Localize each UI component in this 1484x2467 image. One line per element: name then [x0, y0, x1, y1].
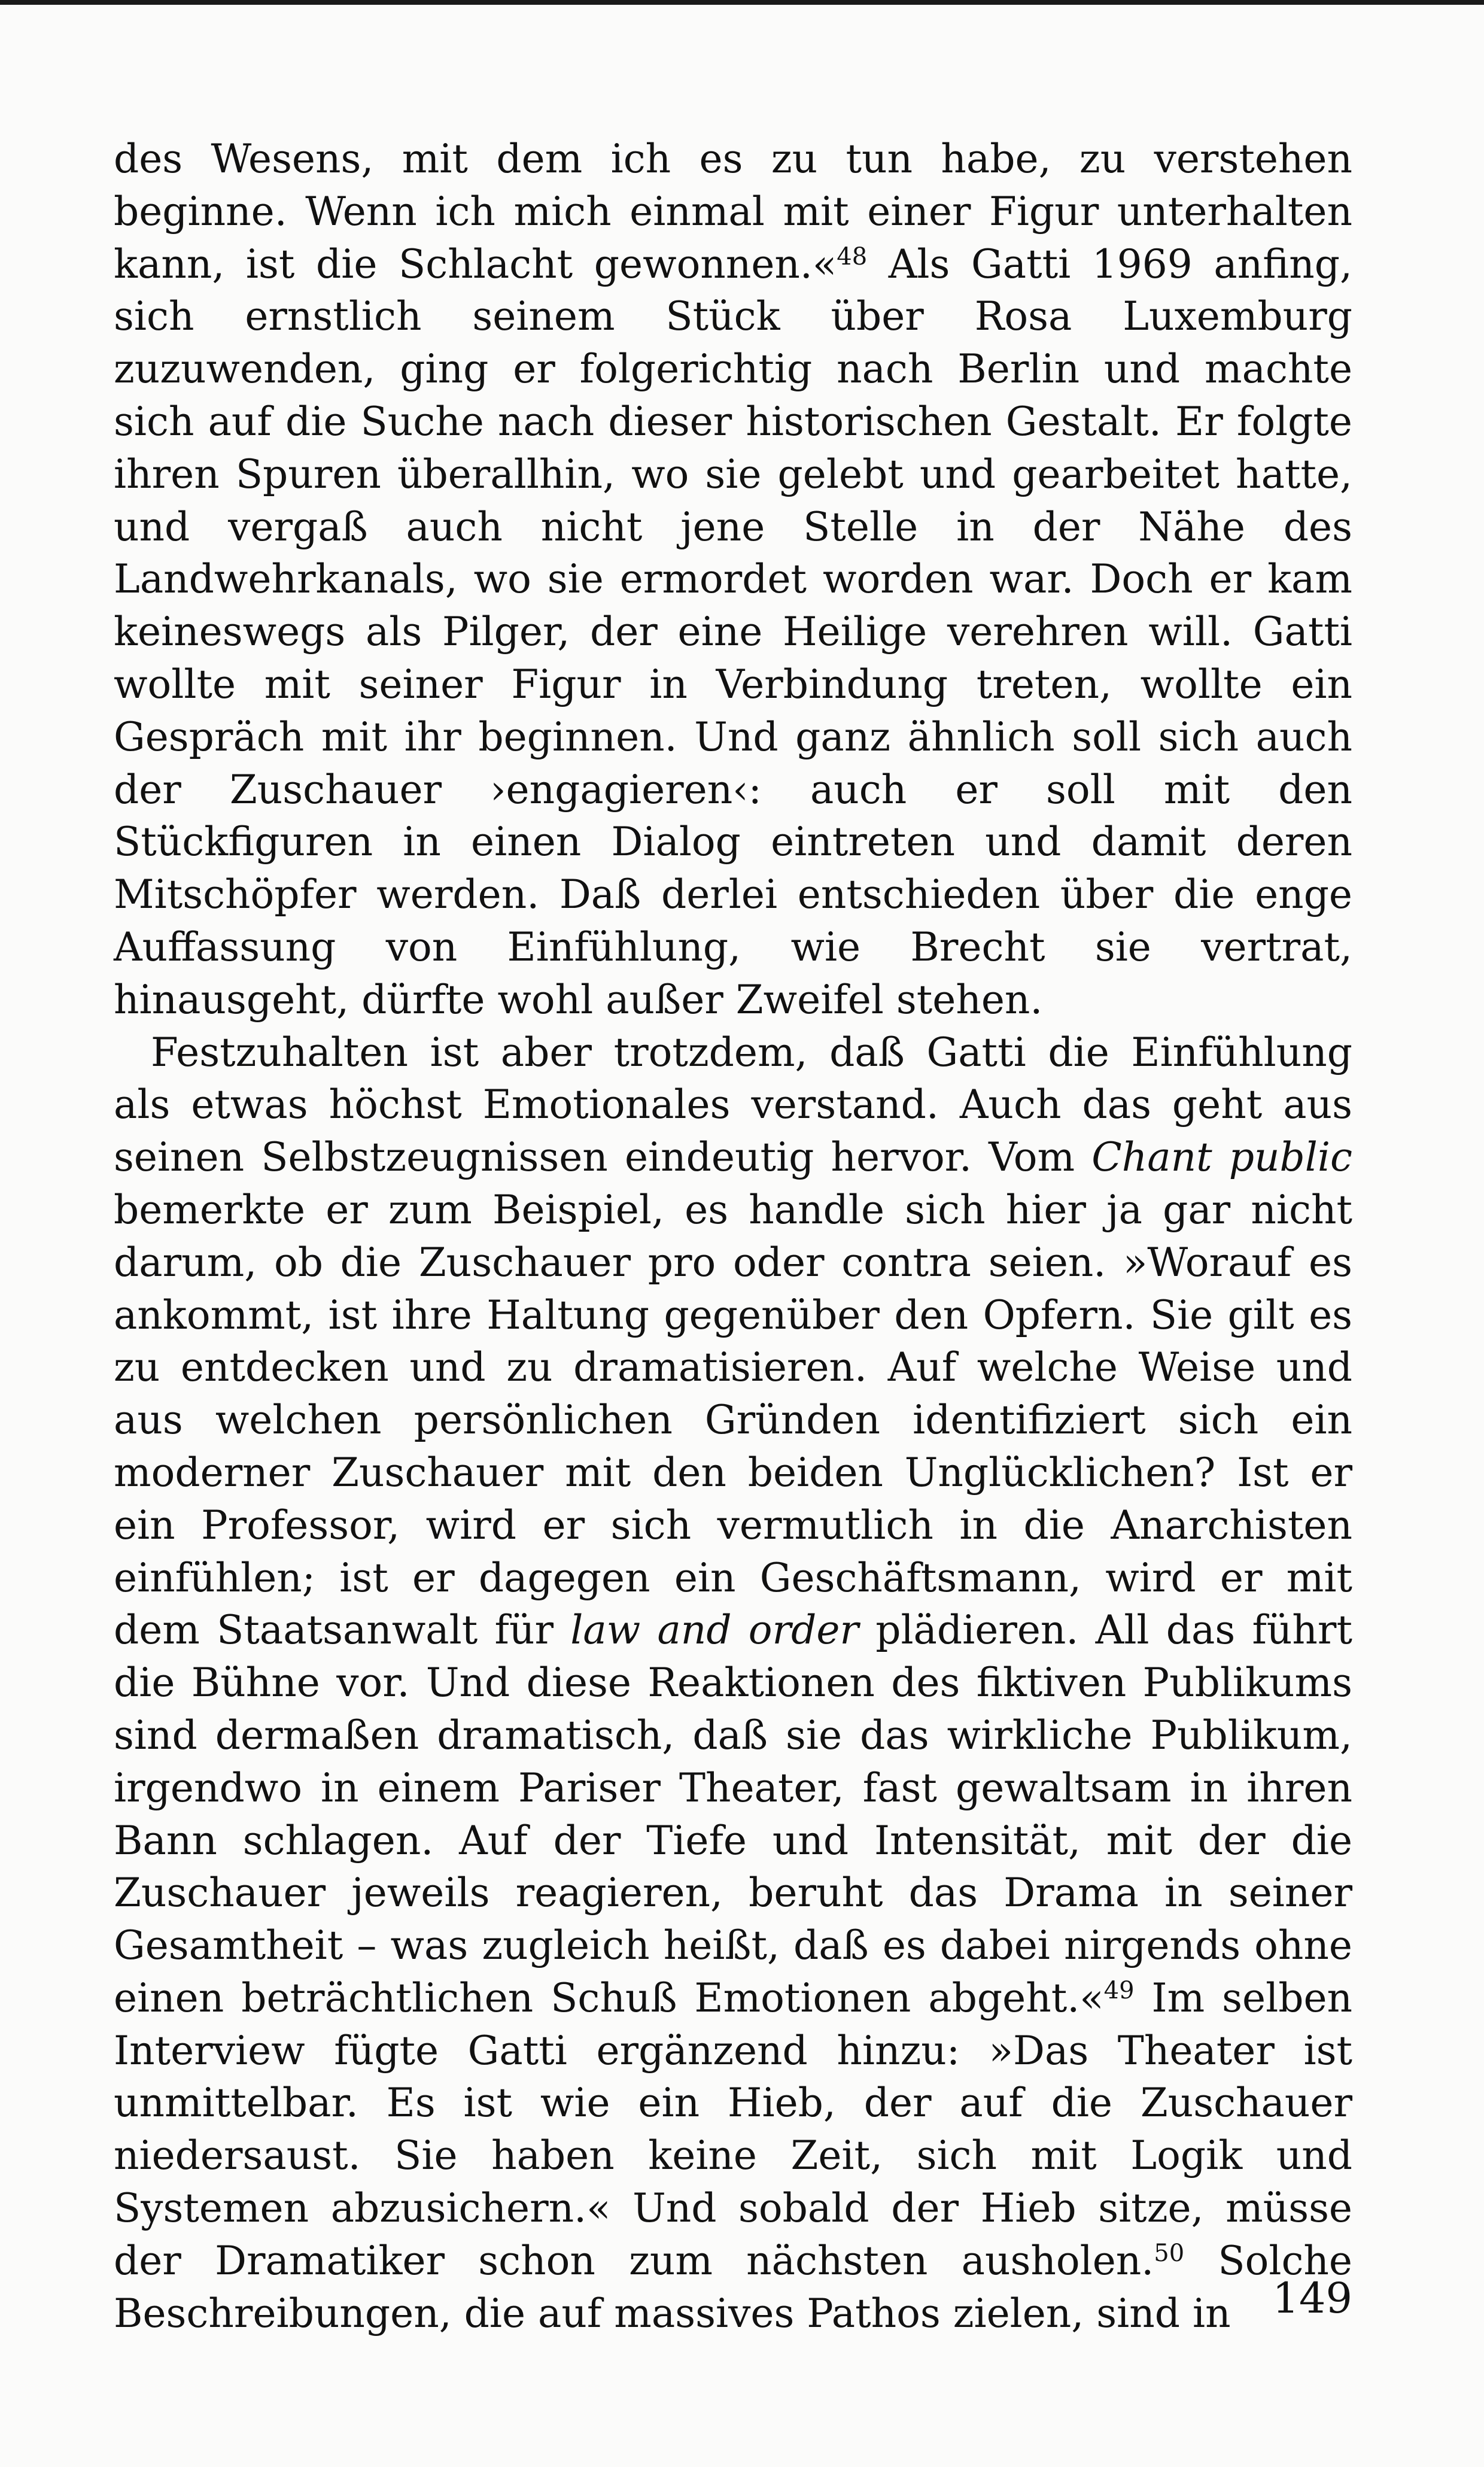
body-text: [114, 133, 1352, 2340]
paragraph-2-part-1: Festzuhalten ist aber trotzdem, daß Gatti die Einfühlung als etwas höchst Emotionales verstand. Auch das geht aus seinen Selbstzeugnissen eindeutig hervor. Vom: [114, 1029, 1352, 1181]
paragraph-1: [114, 133, 1352, 1026]
paragraph-2-part-2: bemerkte er zum Beispiel, es handle sich hier ja gar nicht darum, ob die Zuschauer pro oder contra seien. »Worauf es ankommt, ist ihre Haltung gegenüber den Opfern. Sie gilt es zu entdecken und zu dramatisieren. Auf welche Weise und aus welchen persönlichen Gründen identifiziert sich ein moderner Zuschauer mit den beiden Unglücklichen? Ist er ein Professor, wird er sich vermutlich in die Anarchisten einfühlen; ist er dagegen ein Geschäftsmann, wird er mit dem Staatsanwalt für: [114, 1186, 1352, 1654]
paragraph-2-part-5: Solche Beschreibungen, die auf massives Pathos zielen, sind in: [114, 2237, 1352, 2337]
footnote-marker-50: 50: [1154, 2239, 1185, 2267]
paragraph-2-part-3: plädieren. All das führt die Bühne vor. Und diese Reaktionen des fiktiven Publikums sind dermaßen dramatisch, daß sie das wirkliche Publikum, irgendwo in einem Pariser Theater, fast gewaltsam in ihren Bann schlagen. Auf der Tiefe und Intensität, mit der die Zuschauer jeweils reagieren, beruht das Drama in seiner Gesamtheit – was zugleich heißt, daß es dabei nirgends ohne einen beträchtlichen Schuß Emotionen abgeht.«: [114, 1607, 1353, 2021]
paragraph-2-part-4: Im selben Interview fügte Gatti ergänzend hinzu: »Das Theater ist unmittelbar. Es ist wie ein Hieb, der auf die Zuschauer niedersaust. Sie haben keine Zeit, sich mit Logik und Systemen abzusichern.« Und sobald der Hieb sitze, müsse der Dramatiker schon zum nächsten ausholen.: [114, 1974, 1353, 2284]
paragraph-2: [114, 1026, 1352, 2340]
footnote-marker-48: 48: [837, 242, 868, 271]
footnote-marker-49: 49: [1103, 1976, 1135, 2004]
page-number: 149: [1272, 2274, 1352, 2323]
paragraph-1-part-1: des Wesens, mit dem ich es zu tun habe, zu verstehen beginne. Wenn ich mich einmal mit einer Figur unterhalten kann, ist die Schlacht gewonnen.«: [114, 136, 1352, 287]
top-edge-rule: [0, 0, 1484, 5]
paragraph-1-part-2: Als Gatti 1969 anfing, sich ernstlich seinem Stück über Rosa Luxemburg zuzuwenden, ging er folgerichtig nach Berlin und machte sich auf die Suche nach dieser historischen Gestalt. Er folgte ihren Spuren überallhin, wo sie gelebt und gearbeitet hatte, und vergaß auch nicht jene Stelle in der Nähe des Landwehrkanals, wo sie ermordet worden war. Doch er kam keineswegs als Pilger, der eine Heilige verehren will. Gatti wollte mit seiner Figur in Verbindung treten, wollte ein Gespräch mit ihr beginnen. Und ganz ähnlich soll sich auch der Zuschauer ›engagieren‹: auch er soll mit den Stückfiguren in einen Dialog eintreten und damit deren Mitschöpfer werden. Daß derlei entschieden über die enge Auffassung von Einfühlung, wie Brecht sie vertrat, hinausgeht, dürfte wohl außer Zweifel stehen.: [114, 241, 1352, 1023]
work-title-chant-public: Chant public: [1091, 1134, 1352, 1181]
phrase-law-and-order: law and order: [570, 1607, 859, 1654]
